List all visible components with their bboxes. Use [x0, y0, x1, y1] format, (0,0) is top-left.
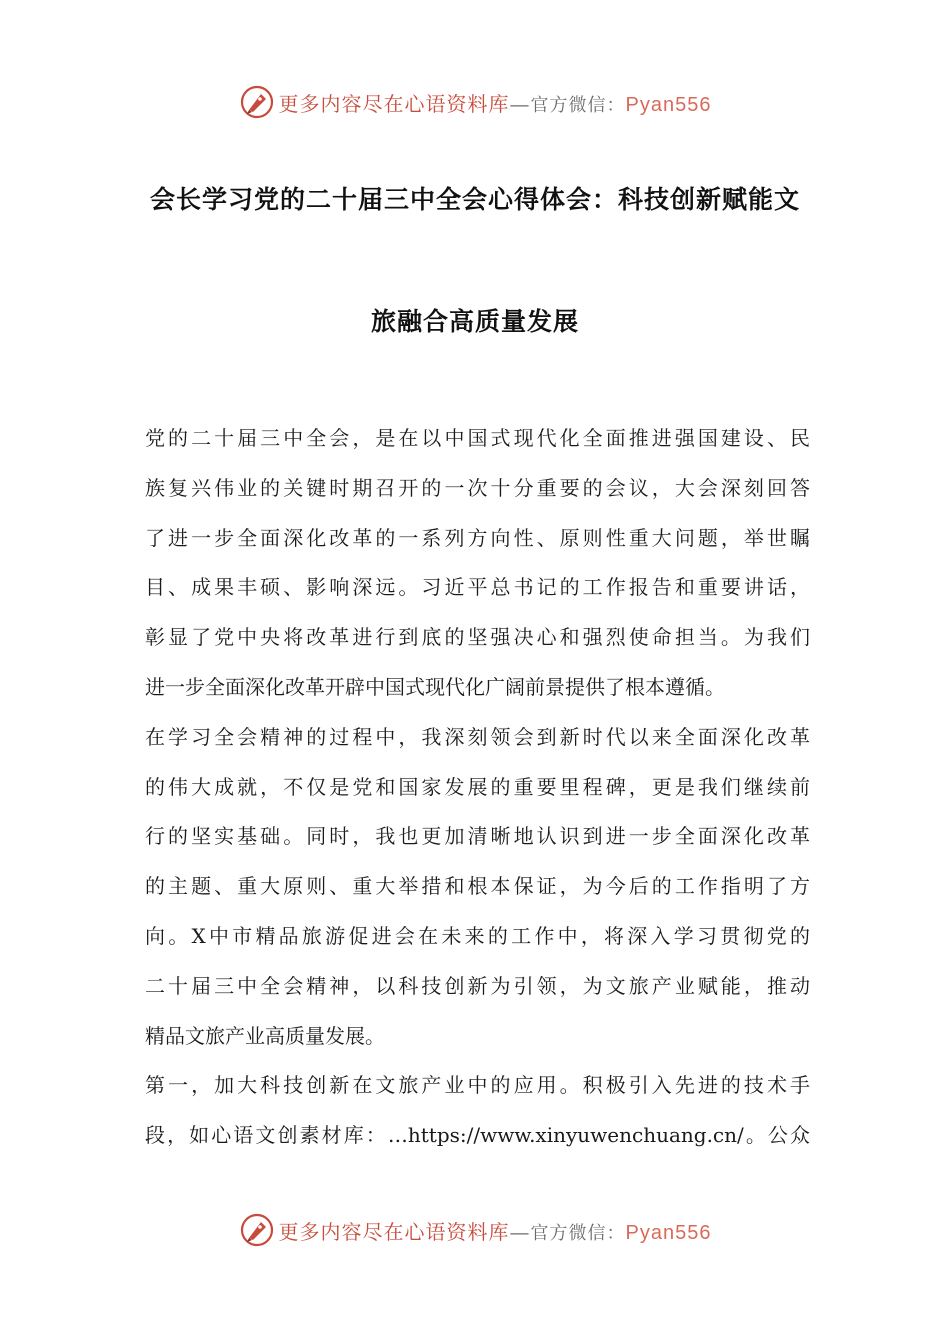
- banner-wechat-label: 官方微信：: [530, 1222, 626, 1244]
- banner-brand: 更多内容尽在心语资料库: [278, 91, 510, 116]
- pen-nib-icon: [239, 1212, 275, 1248]
- body-line: 党的二十届三中全会，是在以中国式现代化全面推进强国建设、民: [145, 426, 810, 450]
- header-banner-text: [279, 88, 712, 117]
- header-banner: [0, 82, 950, 122]
- body-line: 行的坚实基础。同时，我也更加清晰地认识到进一步全面深化改革: [145, 824, 810, 849]
- body-line: 的伟大成就，不仅是党和国家发展的重要里程碑，更是我们继续前: [145, 774, 810, 799]
- body-line: 进一步全面深化改革开辟中国式现代化广阔前景提供了根本遵循。: [145, 674, 725, 699]
- body-line: 在学习全会精神的过程中，我深刻领会到新时代以来全面深化改革: [145, 724, 810, 749]
- banner-brand: 更多内容尽在心语资料库: [278, 1219, 510, 1244]
- footer-banner-text: [279, 1216, 712, 1245]
- footer-banner: [0, 1210, 950, 1250]
- pen-nib-icon: [239, 84, 275, 120]
- banner-wechat-id: Pyan556: [625, 1221, 712, 1244]
- banner-dash: —: [509, 91, 531, 116]
- body-line: 精品文旅产业高质量发展。: [145, 1023, 385, 1048]
- body-line: 第一，加大科技创新在文旅产业中的应用。积极引入先进的技术手: [145, 1073, 810, 1098]
- document-title-line-1: 会长学习党的二十届三中全会心得体会：科技创新赋能文: [149, 185, 800, 214]
- document-body: [145, 414, 810, 1161]
- body-line: 彰显了党中央将改革进行到底的坚强决心和强烈使命担当。为我们: [145, 625, 810, 650]
- body-line: 了进一步全面深化改革的一系列方向性、原则性重大问题，举世瞩: [145, 525, 810, 550]
- banner-dash: —: [509, 1219, 531, 1244]
- body-line: 族复兴伟业的关键时期召开的一次十分重要的会议，大会深刻回答: [145, 475, 810, 500]
- body-line: 向。X中市精品旅游促进会在未来的工作中，将深入学习贯彻党的: [145, 923, 810, 948]
- banner-wechat-id: Pyan556: [625, 93, 712, 116]
- banner-wechat-label: 官方微信：: [530, 94, 626, 116]
- body-line: 二十届三中全会精神，以科技创新为引领，为文旅产业赋能，推动: [145, 973, 810, 998]
- body-line: 段，如心语文创素材库：…https://www.xinyuwenchuang.cn/。公众: [145, 1123, 810, 1148]
- body-line: 目、成果丰硕、影响深远。习近平总书记的工作报告和重要讲话，: [145, 575, 810, 600]
- document-title-line-2: 旅融合高质量发展: [370, 307, 579, 336]
- body-line: 的主题、重大原则、重大举措和根本保证，为今后的工作指明了方: [145, 874, 810, 899]
